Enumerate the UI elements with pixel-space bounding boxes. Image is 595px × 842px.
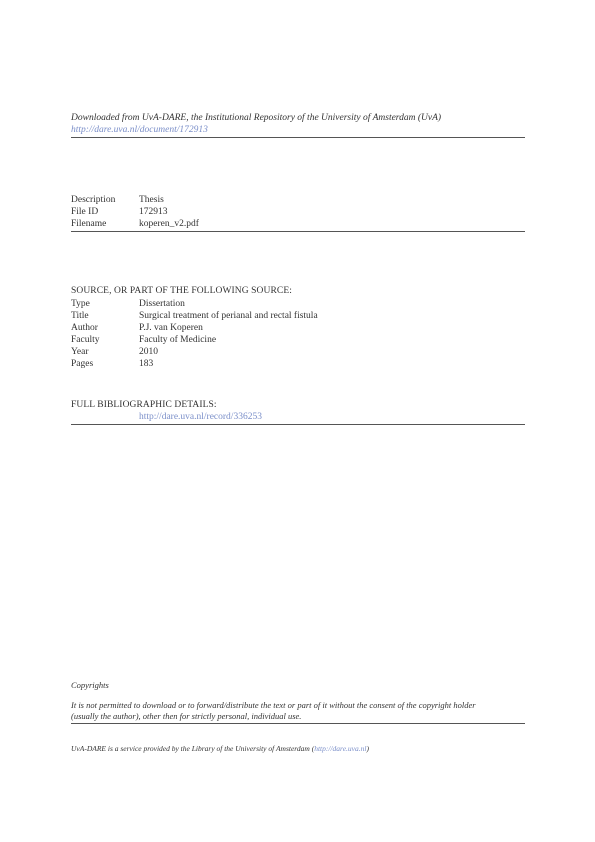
source-row-pages xyxy=(71,358,153,370)
row-label: Year xyxy=(71,347,89,357)
download-notice: Downloaded from UvA-DARE, the Institutional Repository of the University of Amsterdam (UvA) xyxy=(71,113,442,123)
source-row-faculty xyxy=(71,334,216,346)
source-row-author xyxy=(71,322,203,334)
copyright-notice-line1: It is not permitted to download or to forward/distribute the text or part of it without the consent of the copyright holder xyxy=(71,700,476,710)
copyright-notice-line2: (usually the author), other then for strictly personal, individual use. xyxy=(71,711,302,721)
bibliographic-heading: FULL BIBLIOGRAPHIC DETAILS: xyxy=(71,400,217,410)
source-row-title xyxy=(71,310,318,322)
copyright-divider xyxy=(71,723,525,724)
header-divider xyxy=(71,137,525,138)
footer-text-end: ) xyxy=(366,744,369,753)
row-value: Thesis xyxy=(139,195,164,205)
footer-notice xyxy=(71,744,369,753)
row-value: Surgical treatment of perianal and rectal fistula xyxy=(139,311,318,321)
footer-text: UvA-DARE is a service provided by the Library of the University of Amsterdam ( xyxy=(71,744,315,753)
record-url-link[interactable]: http://dare.uva.nl/record/336253 xyxy=(139,412,262,422)
file-info-row-file-id xyxy=(71,206,168,218)
row-label: Filename xyxy=(71,219,107,229)
row-label: Title xyxy=(71,311,89,321)
row-label: Pages xyxy=(71,359,94,369)
row-value: P.J. van Koperen xyxy=(139,323,203,333)
row-label: File ID xyxy=(71,207,99,217)
row-label: Type xyxy=(71,299,90,309)
row-value: Dissertation xyxy=(139,299,185,309)
document-url-link[interactable]: http://dare.uva.nl/document/172913 xyxy=(71,125,208,135)
file-info-row-description xyxy=(71,194,164,206)
row-value: 172913 xyxy=(139,207,168,217)
row-value: 183 xyxy=(139,359,154,369)
row-value: 2010 xyxy=(139,347,158,357)
source-row-year xyxy=(71,346,158,358)
row-value: Faculty of Medicine xyxy=(139,335,217,345)
source-heading: SOURCE, OR PART OF THE FOLLOWING SOURCE: xyxy=(71,286,292,296)
row-label: Faculty xyxy=(71,335,100,345)
source-row-type xyxy=(71,298,185,310)
dare-home-link[interactable]: http://dare.uva.nl xyxy=(314,744,367,753)
row-value: koperen_v2.pdf xyxy=(139,219,199,229)
bibliographic-divider xyxy=(71,424,525,425)
file-info-divider xyxy=(71,231,525,232)
row-label: Description xyxy=(71,195,116,205)
row-label: Author xyxy=(71,323,98,333)
file-info-row-filename xyxy=(71,218,199,230)
copyright-heading: Copyrights xyxy=(71,680,109,690)
